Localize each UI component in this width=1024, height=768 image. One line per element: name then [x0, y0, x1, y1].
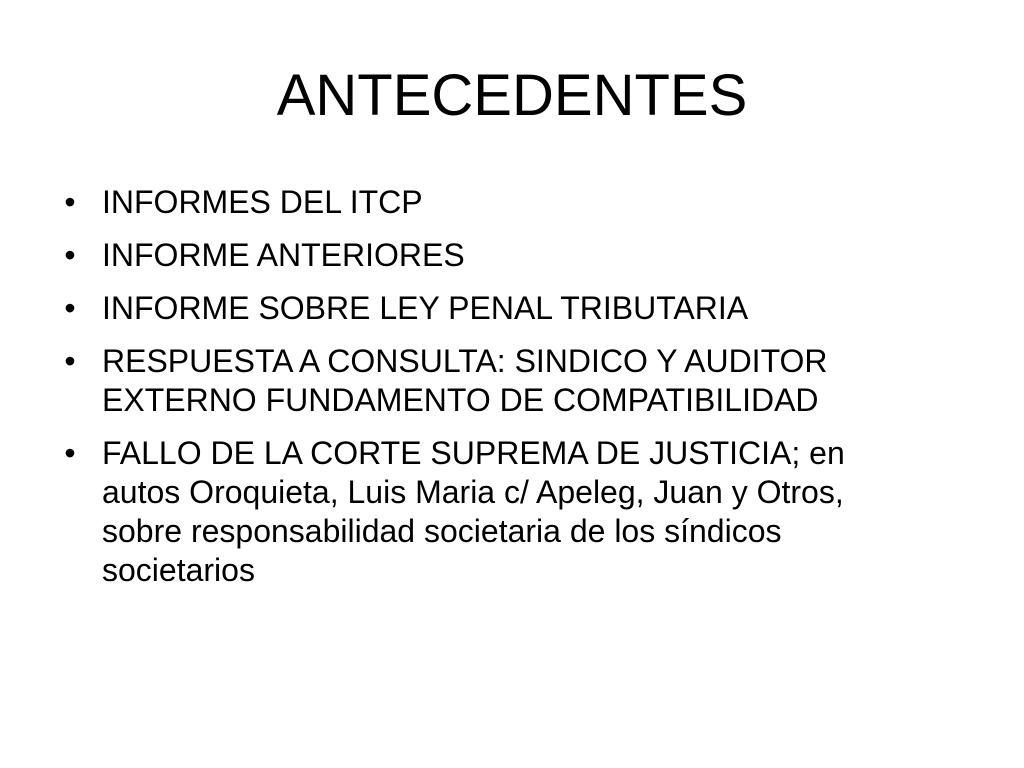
bullet-item-ley-penal — [60, 289, 920, 328]
bullet-item-respuesta-consulta — [60, 342, 920, 420]
bullet-icon: • — [64, 237, 76, 273]
bullet-text: RESPUESTA A CONSULTA: SINDICO Y AUDITOR EXTERNO FUNDAMENTO DE COMPATIBILIDAD — [102, 343, 828, 418]
bullet-text: INFORME ANTERIORES — [102, 237, 465, 273]
bullet-text: INFORMES DEL ITCP — [102, 184, 423, 220]
bullet-icon: • — [64, 290, 76, 326]
bullet-icon: • — [64, 343, 76, 379]
bullet-text: FALLO DE LA CORTE SUPREMA DE JUSTICIA; en autos Oroquieta, Luis Maria c/ Apeleg, Juan y Otros, sobre responsabilidad societaria de los síndicos societarios — [102, 435, 845, 588]
bullet-item-informe-anteriores — [60, 236, 920, 275]
bullet-text: INFORME SOBRE LEY PENAL TRIBUTARIA — [102, 290, 749, 326]
bullet-item-fallo-corte — [60, 434, 920, 590]
bullet-list — [60, 183, 920, 604]
bullet-icon: • — [64, 184, 76, 220]
bullet-icon: • — [64, 435, 76, 471]
slide-title: ANTECEDENTES — [276, 63, 748, 128]
bullet-item-itcp — [60, 183, 920, 222]
